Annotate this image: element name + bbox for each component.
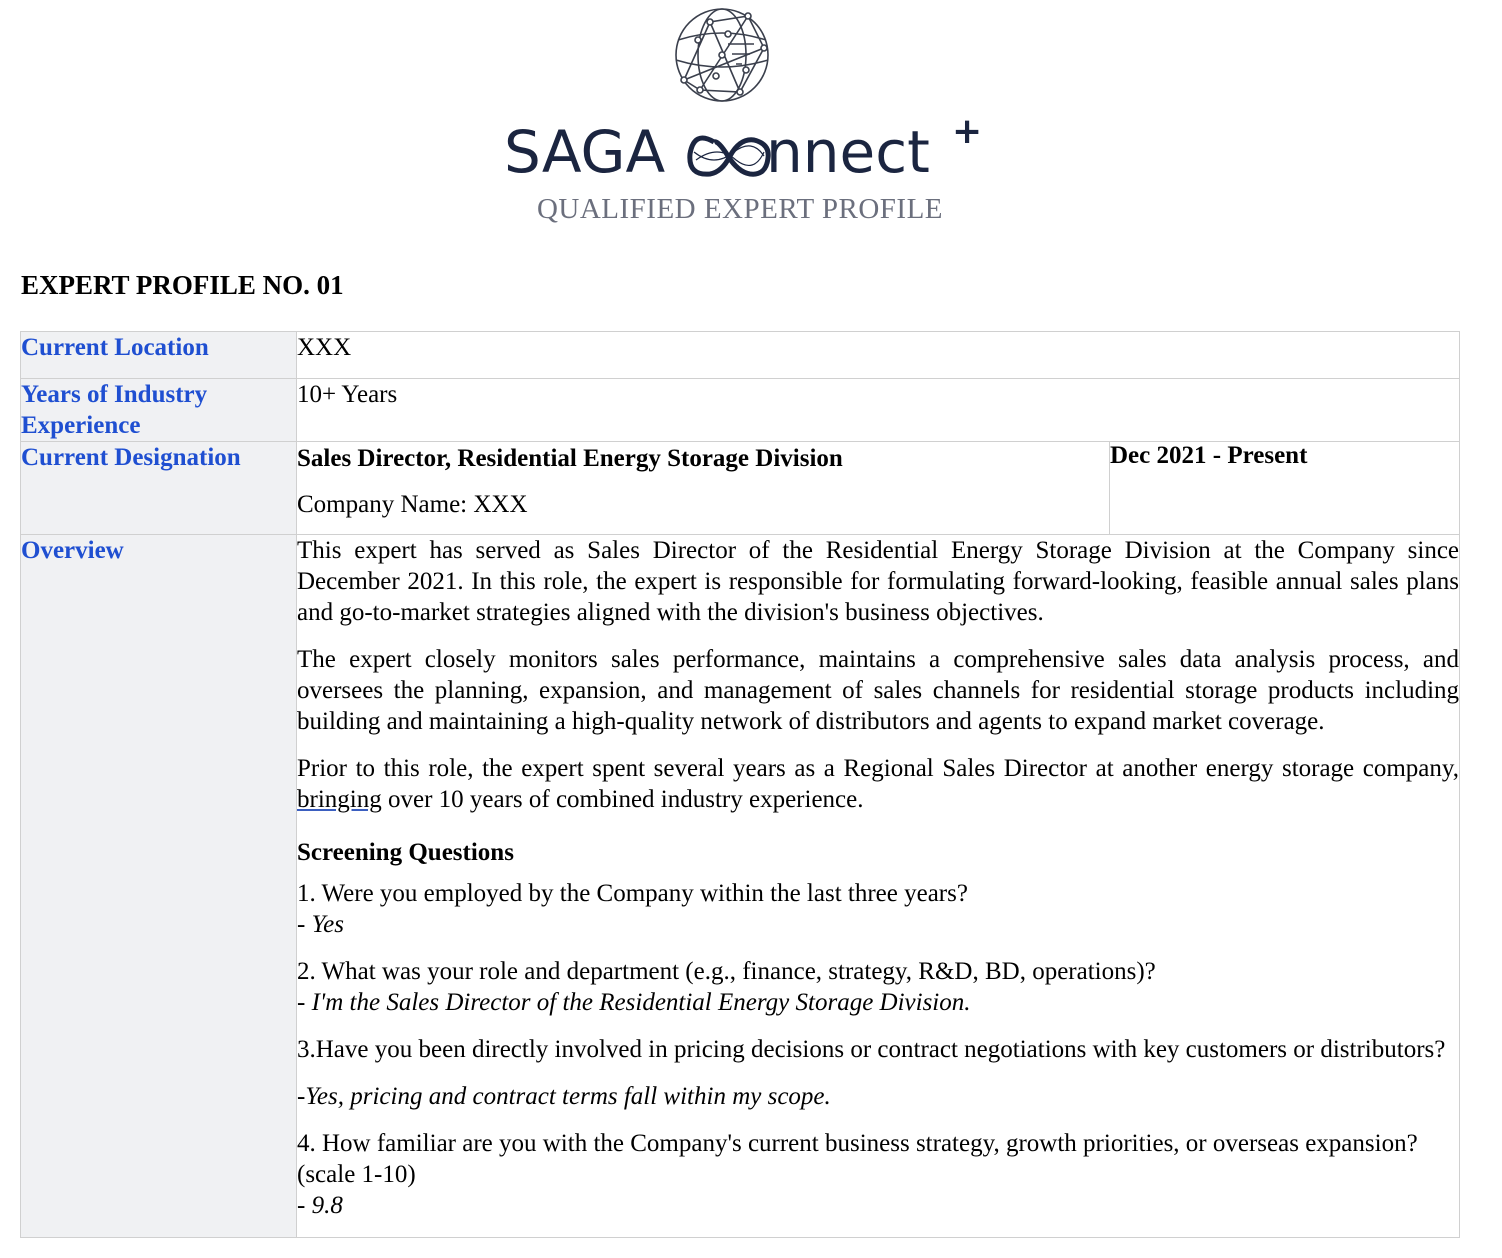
overview-content bbox=[297, 535, 1460, 1238]
brand-wordmark bbox=[504, 111, 994, 188]
answer-dash: - bbox=[297, 911, 312, 938]
overview-paragraph-3-end: over 10 years of combined industry experience. bbox=[381, 786, 864, 813]
screening-answer-1 bbox=[297, 909, 1459, 940]
overview-paragraph-3 bbox=[297, 753, 1459, 815]
designation-cell bbox=[297, 442, 1110, 535]
screening-question-1: 1. Were you employed by the Company within the last three years? bbox=[297, 880, 968, 907]
overview-paragraph-3-start: Prior to this role, the expert spent several years as a Regional Sales Director at another energy storage company, bbox=[297, 755, 1460, 782]
brand-name-nnect: nnect bbox=[766, 118, 930, 186]
answer-text: Yes, pricing and contract terms fall within my scope. bbox=[305, 1083, 831, 1110]
answer-dash: - bbox=[297, 1192, 312, 1219]
table-row-location bbox=[21, 332, 1460, 379]
document-subtitle: QUALIFIED EXPERT PROFILE bbox=[536, 193, 944, 225]
screening-question-4: 4. How familiar are you with the Company's current business strategy, growth priorities, or overseas expansion? (scale 1-10) bbox=[297, 1130, 1418, 1188]
screening-answer-4 bbox=[297, 1190, 1459, 1221]
answer-dash: - bbox=[297, 989, 312, 1016]
years-experience-label: Years of Industry Experience bbox=[21, 379, 297, 442]
brand-name-saga: SAGA bbox=[504, 118, 666, 186]
years-experience-value: 10+ Years bbox=[297, 379, 1460, 442]
globe-network-logo-icon bbox=[670, 4, 776, 106]
table-row-designation bbox=[21, 442, 1460, 535]
brand-plus-sign: + bbox=[952, 111, 983, 152]
designation-period: Dec 2021 - Present bbox=[1110, 442, 1460, 535]
screening-answer-2 bbox=[297, 987, 1459, 1018]
screening-questions-heading: Screening Questions bbox=[297, 839, 514, 866]
designation-company: Company Name: XXX bbox=[297, 491, 528, 518]
answer-text: Yes bbox=[311, 911, 345, 938]
overview-paragraph-2: The expert closely monitors sales performance, maintains a comprehensive sales data analysis process, and oversees the planning, expansion, and management of sales channels for residential storage products including building and maintaining a high-quality network of distributors and agents to expand market coverage. bbox=[297, 646, 1460, 735]
screening-answer-3 bbox=[297, 1081, 1459, 1112]
answer-text: I'm the Sales Director of the Residential Energy Storage Division. bbox=[311, 989, 971, 1016]
designation-title: Sales Director, Residential Energy Storage Division bbox=[297, 445, 843, 472]
answer-text: 9.8 bbox=[311, 1192, 343, 1219]
current-location-value: XXX bbox=[297, 332, 1460, 379]
expert-profile-table bbox=[20, 331, 1460, 1238]
current-location-label: Current Location bbox=[21, 332, 297, 379]
overview-label: Overview bbox=[21, 535, 297, 1238]
screening-question-3: 3.Have you been directly involved in pricing decisions or contract negotiations with key customers or distributors? bbox=[297, 1036, 1446, 1063]
profile-number-heading: EXPERT PROFILE NO. 01 bbox=[21, 270, 344, 300]
spellcheck-underlined-word: bringing bbox=[297, 786, 382, 813]
table-row-years bbox=[21, 379, 1460, 442]
current-designation-label: Current Designation bbox=[21, 442, 297, 535]
answer-dash: - bbox=[297, 1083, 306, 1110]
table-row-overview bbox=[21, 535, 1460, 1238]
overview-paragraph-1: This expert has served as Sales Director of the Residential Energy Storage Division at the Company since December 2021. In this role, the expert is responsible for formulating forward-looking, feasible annual sales plans and go-to-market strategies aligned with the division's business objectives. bbox=[297, 537, 1460, 626]
document-header bbox=[0, 0, 1502, 245]
screening-question-2: 2. What was your role and department (e.g., finance, strategy, R&D, BD, operations)? bbox=[297, 958, 1156, 985]
infinity-co-icon bbox=[684, 128, 772, 182]
